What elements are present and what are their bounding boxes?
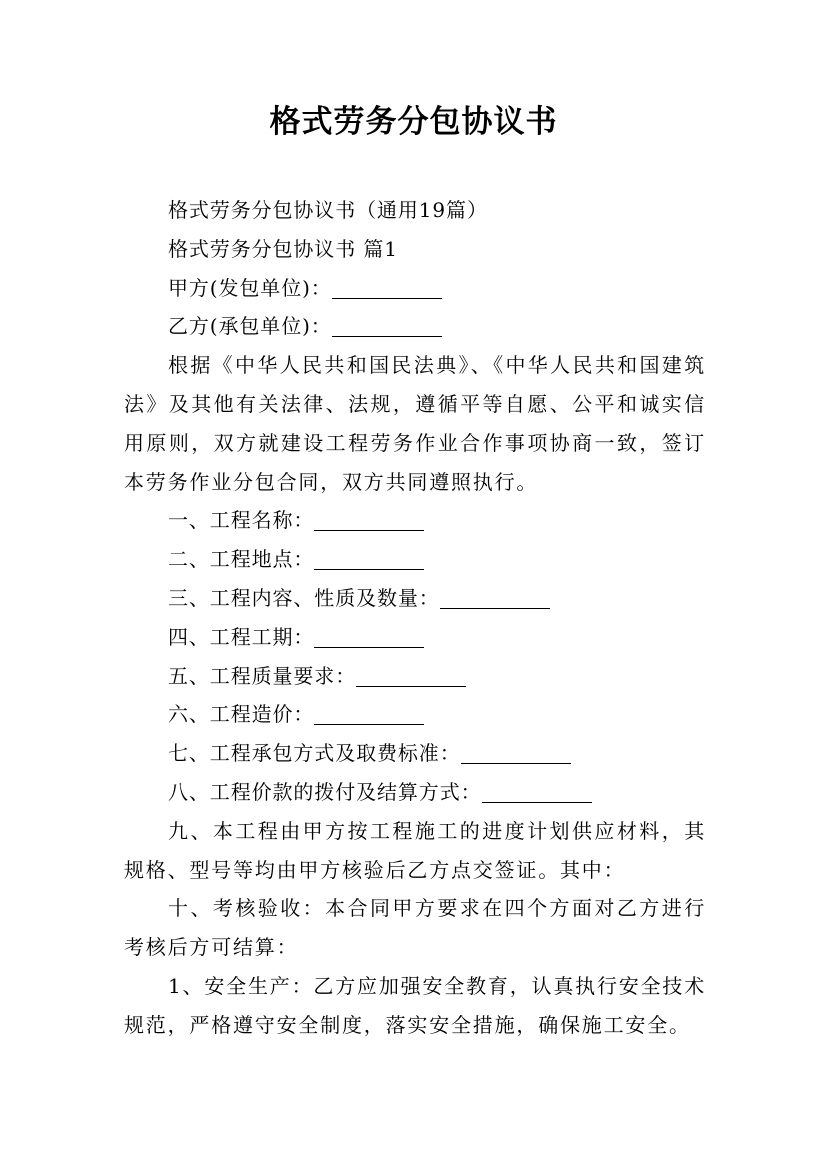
paragraph-item-10: [124, 889, 706, 967]
fill-blank: [314, 623, 424, 648]
paragraph-text: 五、工程质量要求：: [168, 663, 357, 688]
paragraph-text: 甲方(发包单位)：: [168, 275, 332, 300]
paragraph-safety: [124, 967, 706, 1045]
paragraph-text: 1、安全生产：乙方应加强安全教育，认真执行安全技术规范，严格遵守安全制度，落实安全措施，确保施工安全。: [124, 973, 706, 1037]
paragraph-item-1: [124, 501, 706, 540]
fill-blank: [314, 700, 424, 725]
paragraph-preamble: [124, 346, 706, 501]
paragraph-text: 八、工程价款的拨付及结算方式：: [168, 779, 482, 804]
paragraph-chapter: [124, 230, 706, 269]
paragraph-item-6: [124, 695, 706, 734]
fill-blank: [440, 584, 550, 609]
paragraph-text: 二、工程地点：: [168, 547, 315, 572]
paragraph-text: 一、工程名称：: [168, 508, 315, 533]
fill-blank: [461, 739, 571, 764]
fill-blank: [356, 662, 466, 687]
paragraph-item-7: [124, 734, 706, 773]
paragraph-party-a: [124, 269, 706, 308]
fill-blank: [314, 545, 424, 570]
paragraph-text: 格式劳务分包协议书（通用19篇）: [168, 198, 488, 222]
paragraph-text: 六、工程造价：: [168, 702, 315, 727]
paragraph-item-2: [124, 540, 706, 579]
fill-blank: [332, 274, 442, 299]
paragraph-text: 四、工程工期：: [168, 624, 315, 649]
paragraph-text: 乙方(承包单位)：: [168, 314, 332, 339]
paragraph-subtitle: [124, 191, 706, 230]
paragraph-item-8: [124, 773, 706, 812]
document-title: 格式劳务分包协议书: [269, 104, 558, 140]
paragraph-text: 三、工程内容、性质及数量：: [168, 585, 440, 610]
fill-blank: [482, 778, 592, 803]
paragraph-item-4: [124, 618, 706, 657]
fill-blank: [332, 312, 442, 337]
paragraph-item-5: [124, 657, 706, 696]
paragraph-item-3: [124, 579, 706, 618]
paragraph-text: 七、工程承包方式及取费标准：: [168, 741, 461, 766]
paragraph-text: 十、考核验收：本合同甲方要求在四个方面对乙方进行考核后方可结算：: [124, 896, 706, 960]
paragraph-item-9: [124, 812, 706, 890]
document-body: [124, 191, 706, 1045]
fill-blank: [314, 506, 424, 531]
paragraph-party-b: [124, 307, 706, 346]
paragraph-text: 格式劳务分包协议书 篇1: [168, 236, 398, 261]
paragraph-text: 根据《中华人民共和国民法典》、《中华人民共和国建筑法》及其他有关法律、法规，遵循平等自愿、公平和诚实信用原则，双方就建设工程劳务作业合作事项协商一致，签订本劳务作业分包合同，双方共同遵照执行。: [124, 353, 706, 494]
paragraph-text: 九、本工程由甲方按工程施工的进度计划供应材料，其规格、型号等均由甲方核验后乙方点交签证。其中：: [124, 818, 706, 882]
